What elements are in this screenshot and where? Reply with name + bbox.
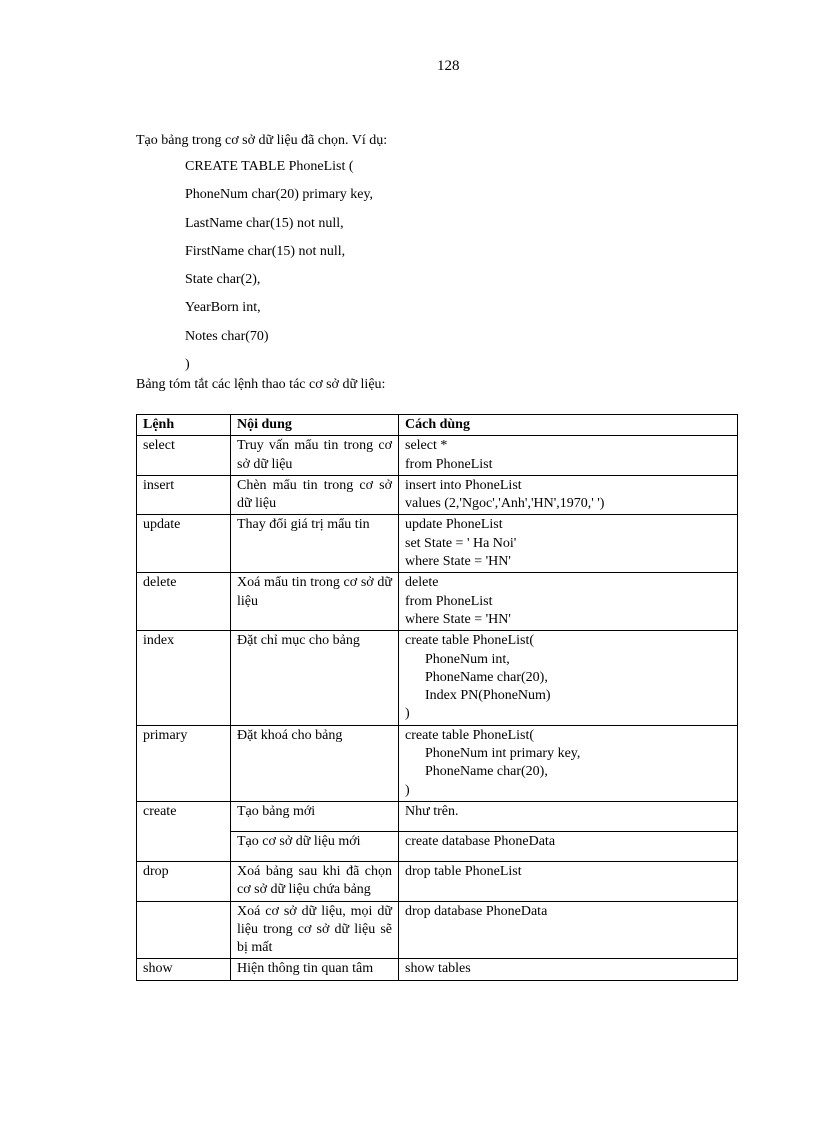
usage-line: PhoneNum int primary key, — [425, 746, 581, 762]
usage-line: Index PN(PhoneNum) — [425, 688, 551, 704]
cell-command: primary — [137, 725, 231, 801]
cell-usage: drop table PhoneList — [399, 861, 738, 901]
cell-content: Đặt chỉ mục cho bảng — [231, 631, 399, 725]
code-line: LastName char(15) not null, — [185, 215, 344, 231]
table-row-show — [137, 959, 738, 980]
code-block — [185, 157, 373, 383]
usage-line: values (2,'Ngoc','Anh','HN',1970,' ') — [405, 496, 605, 512]
cell-content: Xoá mẩu tin trong cơ sở dữ liệu — [231, 573, 399, 631]
cell-content: Đặt khoá cho bảng — [231, 725, 399, 801]
usage-line: create table PhoneList( — [405, 633, 535, 649]
cell-command: drop — [137, 861, 231, 901]
cell-usage — [399, 515, 738, 573]
cell-content: Thay đổi giá trị mẩu tin — [231, 515, 399, 573]
intro-text: Tạo bảng trong cơ sở dữ liệu đã chọn. Ví dụ: — [136, 133, 388, 148]
usage-line: update PhoneList — [405, 517, 503, 533]
usage-line: select * — [405, 438, 448, 454]
code-line: PhoneNum char(20) primary key, — [185, 187, 374, 203]
table-row-insert — [137, 475, 738, 515]
summary-heading: Bảng tóm tắt các lệnh thao tác cơ sở dữ liệu: — [136, 377, 386, 392]
usage-line: where State = 'HN' — [405, 554, 511, 570]
cell-usage: create database PhoneData — [399, 831, 738, 861]
code-line: YearBorn int, — [185, 300, 261, 316]
cell-content: Chèn mẩu tin trong cơ sở dữ liệu — [231, 475, 399, 515]
cell-usage — [399, 725, 738, 801]
cell-command-empty — [137, 901, 231, 959]
cell-usage: show tables — [399, 959, 738, 980]
usage-line: ) — [405, 782, 410, 798]
code-line: FirstName char(15) not null, — [185, 243, 346, 259]
code-line: Notes char(70) — [185, 328, 269, 344]
cell-usage — [399, 631, 738, 725]
usage-line: set State = ' Ha Noi' — [405, 535, 517, 551]
table-row-drop — [137, 861, 738, 901]
header-command: Lệnh — [137, 415, 231, 436]
table-row-create — [137, 801, 738, 831]
usage-line: where State = 'HN' — [405, 611, 511, 627]
code-line: CREATE TABLE PhoneList ( — [185, 159, 354, 174]
usage-line: from PhoneList — [405, 456, 493, 472]
cell-content: Xoá bảng sau khi đã chọn cơ sở dữ liệu chứa bảng — [231, 861, 399, 901]
table-header-row — [137, 415, 738, 436]
cell-command: select — [137, 436, 231, 476]
cell-command: delete — [137, 573, 231, 631]
cell-command: show — [137, 959, 231, 980]
cell-content: Truy vấn mẩu tin trong cơ sở dữ liệu — [231, 436, 399, 476]
usage-line: insert into PhoneList — [405, 477, 522, 493]
usage-line: PhoneNum int, — [425, 651, 510, 667]
usage-line: from PhoneList — [405, 593, 493, 609]
table-row-update — [137, 515, 738, 573]
commands-table — [136, 414, 738, 981]
usage-line: PhoneName char(20), — [425, 764, 548, 780]
cell-usage: drop database PhoneData — [399, 901, 738, 959]
cell-usage: Như trên. — [399, 801, 738, 831]
code-line: State char(2), — [185, 272, 261, 288]
cell-command: index — [137, 631, 231, 725]
page-number: 128 — [437, 58, 460, 74]
usage-line: delete — [405, 575, 439, 591]
cell-content: Tạo cơ sở dữ liệu mới — [231, 831, 399, 861]
table-row-primary — [137, 725, 738, 801]
header-usage: Cách dùng — [399, 415, 738, 436]
cell-usage — [399, 475, 738, 515]
cell-command: update — [137, 515, 231, 573]
cell-content: Xoá cơ sở dữ liệu, mọi dữ liệu trong cơ sở dữ liệu sẽ bị mất — [231, 901, 399, 959]
usage-line: PhoneName char(20), — [425, 669, 548, 685]
cell-command: create — [137, 801, 231, 861]
table-row-drop-db — [137, 901, 738, 959]
code-line: ) — [185, 357, 190, 373]
table-row-select — [137, 436, 738, 476]
cell-usage — [399, 436, 738, 476]
usage-line: ) — [405, 706, 410, 722]
cell-content: Tạo bảng mới — [231, 801, 399, 831]
usage-line: create table PhoneList( — [405, 727, 535, 743]
table-row-delete — [137, 573, 738, 631]
cell-usage — [399, 573, 738, 631]
table-row-index — [137, 631, 738, 725]
header-content: Nội dung — [231, 415, 399, 436]
cell-command: insert — [137, 475, 231, 515]
cell-content: Hiện thông tin quan tâm — [231, 959, 399, 980]
